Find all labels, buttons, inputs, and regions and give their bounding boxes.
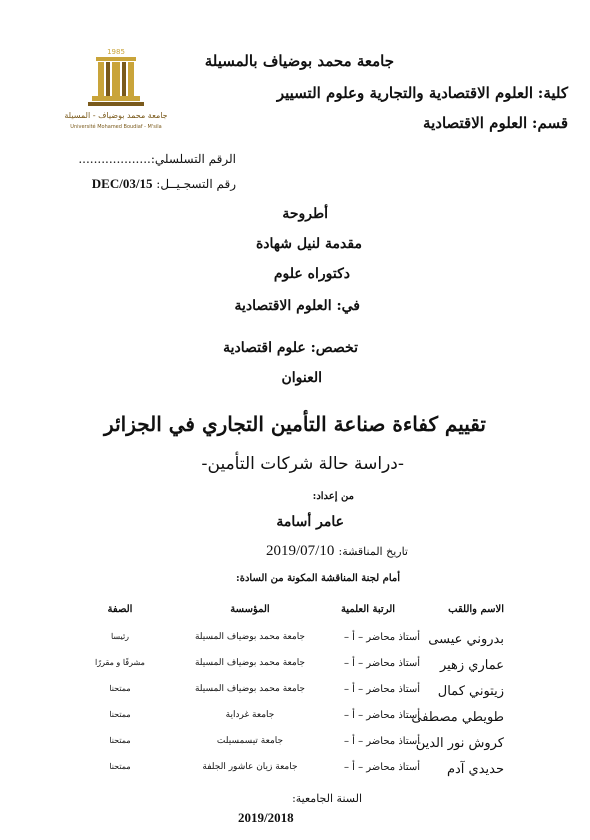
member-role: رئيسا	[110, 632, 130, 641]
member-role: ممتحنا	[109, 736, 131, 745]
member-institution: جامعة محمد بوضياف المسيلة	[194, 658, 305, 668]
member-institution: جامعة محمد بوضياف المسيلة	[194, 684, 305, 694]
header-name: الاسم واللقب	[448, 604, 504, 615]
prepared-by-label: من إعداد:	[312, 491, 354, 502]
member-rank: أستاذ محاضر – أ –	[343, 762, 420, 773]
member-institution: جامعة تيسمسيلت	[216, 736, 284, 746]
department-label: قسم:	[531, 114, 568, 132]
thesis-title: تقييم كفاءة صناعة التأمين التجاري في الجزائر	[104, 412, 486, 436]
serial-dots: ...................	[78, 152, 151, 166]
university-logo	[62, 44, 170, 140]
logo-year: 1985	[107, 48, 125, 56]
member-institution: جامعة غرداية	[225, 710, 275, 720]
thesis-subtitle: -دراسة حالة شركات التأمين-	[201, 454, 404, 474]
thesis-field: في: العلوم الاقتصادية	[234, 298, 360, 314]
table-row	[0, 658, 590, 678]
academic-year	[292, 792, 362, 805]
registration-number	[92, 176, 236, 192]
registration-value: DEC/03/15	[91, 176, 153, 191]
member-name: حديدي آدم	[446, 762, 504, 777]
header-rank: الرتبة العلمية	[340, 604, 396, 615]
thesis-submitted: مقدمة لنيل شهادة	[255, 236, 362, 252]
author-name: عامر أسامة	[276, 514, 344, 530]
thesis-type: أطروحة	[282, 206, 328, 222]
serial-label: الرقم التسلسلي:	[150, 152, 236, 166]
member-rank: أستاذ محاضر – أ –	[343, 684, 420, 695]
member-rank: أستاذ محاضر – أ –	[343, 736, 420, 747]
member-institution: جامعة محمد بوضياف المسيلة	[194, 632, 305, 642]
member-institution: جامعة زيان عاشور الجلفة	[202, 762, 298, 772]
member-name: كروش نور الدين	[415, 736, 504, 751]
member-name: طويطي مصطفى	[411, 710, 504, 725]
logo-arabic-name: جامعة محمد بوضياف - المسيلة	[64, 111, 168, 120]
table-row	[0, 762, 590, 782]
department-line	[423, 114, 568, 132]
table-row	[0, 632, 590, 652]
university-name: جامعة محمد بوضياف بالمسيلة	[204, 52, 394, 70]
defense-date: 2019/07/10	[266, 543, 335, 559]
member-role: مشرفًا و مقررًا	[95, 658, 145, 667]
header-institution: المؤسسة	[230, 604, 270, 615]
academic-year-value: 2019/2018	[238, 810, 294, 825]
logo-latin-name: Université Mohamed Boudiaf - M'sila	[70, 124, 162, 130]
committee-intro: أمام لجنة المناقشة المكونة من السادة:	[236, 573, 400, 584]
academic-year-label: السنة الجامعية:	[292, 792, 362, 805]
department-value: العلوم الاقتصادية	[423, 114, 528, 132]
member-role: ممتحنا	[109, 762, 131, 771]
university-building-icon	[62, 44, 170, 140]
table-row	[0, 710, 590, 730]
registration-label: رقم التسجـيــل:	[156, 177, 236, 191]
committee-header-row	[0, 604, 590, 624]
serial-number	[78, 152, 236, 166]
member-name: زيتوني كمال	[437, 684, 504, 699]
member-name: عماري زهير	[439, 658, 504, 673]
header-role: الصفة	[107, 604, 133, 615]
faculty-line	[277, 84, 568, 102]
faculty-value: العلوم الاقتصادية والتجارية وعلوم التسيير	[276, 84, 533, 102]
thesis-specialty: تخصص: علوم اقتصادية	[223, 340, 358, 356]
member-name: بدروني عيسى	[428, 632, 504, 647]
faculty-label: كلية:	[537, 84, 568, 102]
member-rank: أستاذ محاضر – أ –	[343, 632, 420, 643]
table-row	[0, 736, 590, 756]
title-label: العنوان	[281, 370, 322, 386]
member-rank: أستاذ محاضر – أ –	[343, 658, 420, 669]
thesis-degree: دكتوراه علوم	[273, 266, 350, 282]
defense-label: تاريخ المناقشة:	[338, 545, 408, 558]
defense-line	[266, 543, 408, 560]
table-row	[0, 684, 590, 704]
member-rank: أستاذ محاضر – أ –	[343, 710, 420, 721]
member-role: ممتحنا	[109, 710, 131, 719]
member-role: ممتحنا	[109, 684, 131, 693]
